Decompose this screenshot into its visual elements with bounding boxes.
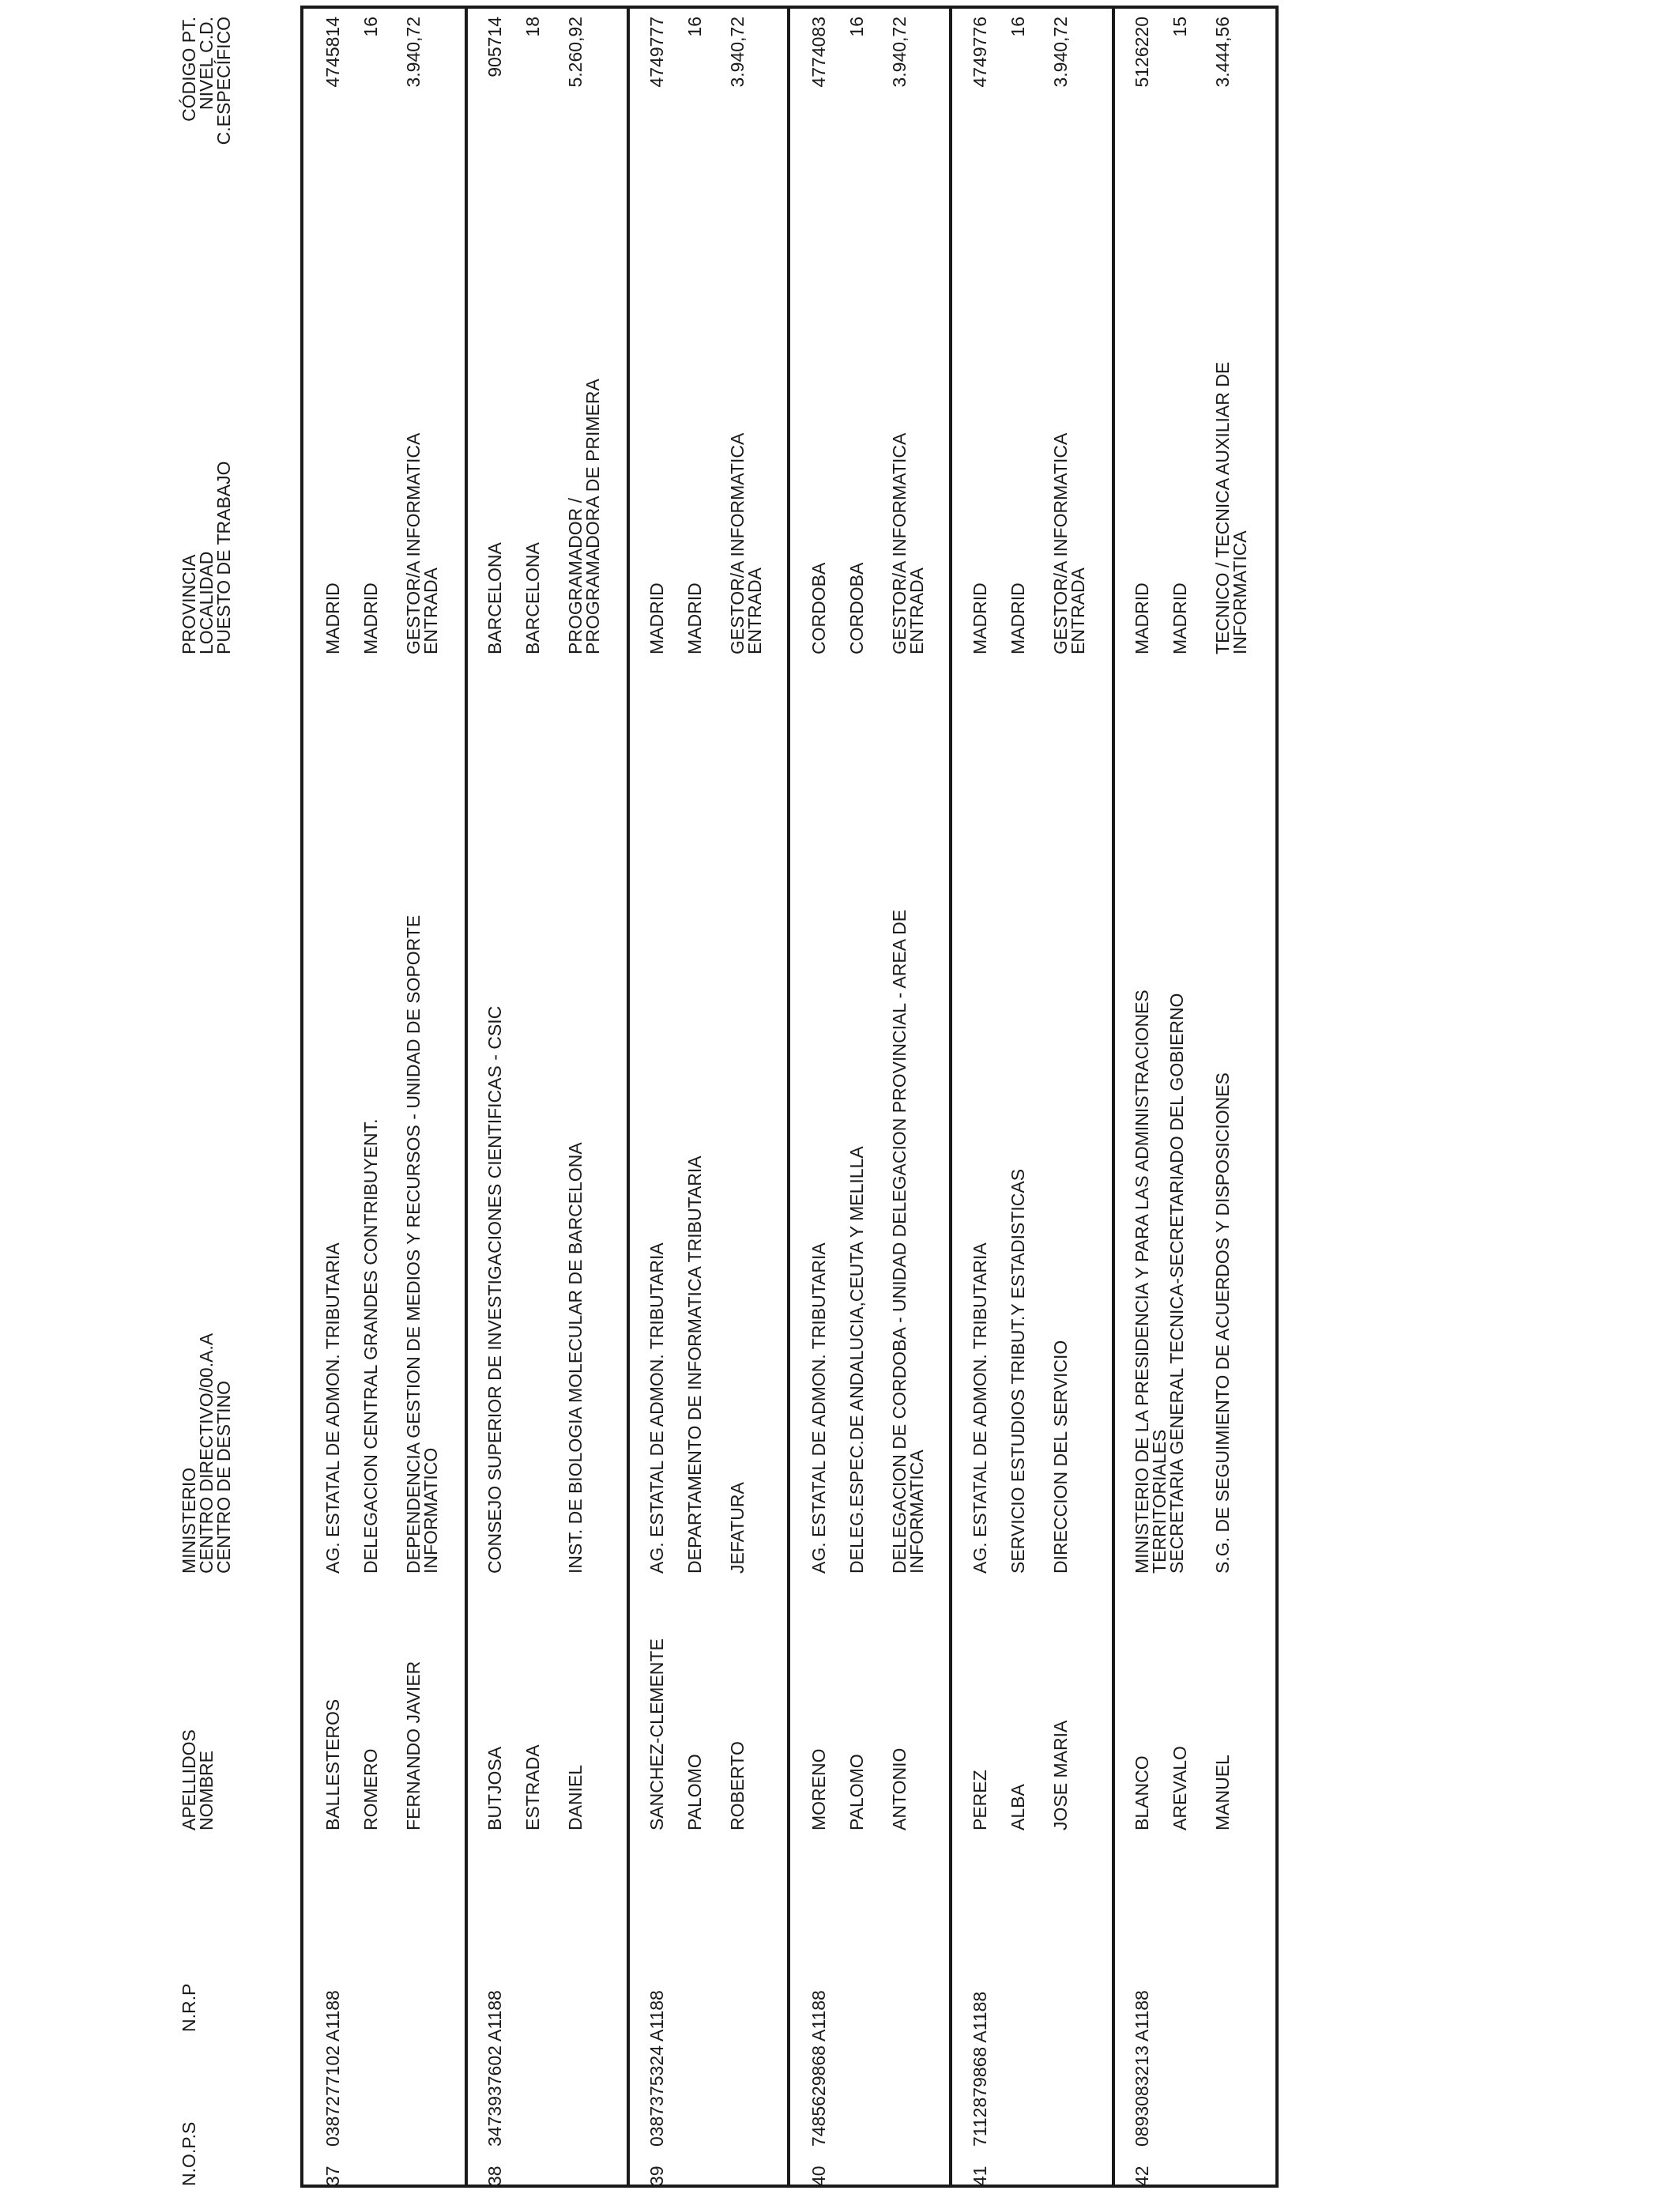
header-provincia-line3: PUESTO DE TRABAJO bbox=[213, 461, 234, 654]
centro-directivo-cell: DELEGACION CENTRAL GRANDES CONTRIBUYENT. bbox=[360, 1118, 381, 1574]
nombre-cell: MANUEL bbox=[1212, 1755, 1233, 1830]
header-nrp-label: N.R.P bbox=[179, 1983, 199, 2032]
puesto-line2: ENTRADA bbox=[906, 567, 927, 654]
header-codigo bbox=[180, 17, 232, 167]
ministerio-cell: AG. ESTATAL DE ADMON. TRIBUTARIA bbox=[646, 1242, 667, 1574]
nops-cell: 38 bbox=[484, 2166, 505, 2186]
header-apellidos-line2: NOMBRE bbox=[196, 1751, 217, 1830]
apellido1-cell: BALLESTEROS bbox=[322, 1698, 343, 1830]
nivel-cell: 15 bbox=[1170, 17, 1190, 37]
centro-directivo-cell: SECRETARIA GENERAL TECNICA-SECRETARIADO DEL GOBIERNO bbox=[1166, 993, 1187, 1574]
ministerio-cell: AG. ESTATAL DE ADMON. TRIBUTARIA bbox=[808, 1242, 829, 1574]
codigo-cell: 4749776 bbox=[970, 17, 990, 88]
apellido1-cell: MORENO bbox=[808, 1748, 829, 1830]
apellido1-cell: BLANCO bbox=[1132, 1755, 1152, 1830]
header-nrp bbox=[180, 1984, 198, 2032]
nops-cell: 41 bbox=[970, 2166, 990, 2186]
puesto-line2: ENTRADA bbox=[744, 567, 765, 654]
provincia-cell: MADRID bbox=[970, 582, 990, 654]
row-divider bbox=[949, 6, 952, 2188]
apellido2-cell: ESTRADA bbox=[522, 1744, 543, 1830]
apellido1-cell: BUTJOSA bbox=[484, 1746, 505, 1830]
especifico-cell: 3.940,72 bbox=[889, 17, 910, 88]
nops-cell: 40 bbox=[808, 2166, 829, 2186]
centro-destino-line1: S.G. DE SEGUIMIENTO DE ACUERDOS Y DISPOSICIONES bbox=[1212, 1072, 1233, 1574]
ministerio-line1: MINISTERIO DE LA PRESIDENCIA Y PARA LAS ADMINISTRACIONES bbox=[1132, 990, 1152, 1574]
puesto-line1: TECNICO / TECNICA AUXILIAR DE bbox=[1212, 361, 1233, 654]
header-codigo-line3: C.ESPECÍFICO bbox=[213, 17, 234, 145]
header-codigo-line2: NIVEL C.D. bbox=[196, 17, 217, 111]
provincia-cell: BARCELONA bbox=[484, 542, 505, 654]
centro-directivo-cell: DEPARTAMENTO DE INFORMATICA TRIBUTARIA bbox=[684, 1155, 705, 1574]
nops-cell: 39 bbox=[646, 2166, 667, 2186]
header-provincia bbox=[180, 461, 232, 654]
row-divider bbox=[465, 6, 468, 2188]
provincia-cell: MADRID bbox=[646, 582, 667, 654]
apellido2-cell: AREVALO bbox=[1170, 1746, 1190, 1830]
nrp-cell: 7485629868 A1188 bbox=[808, 1990, 829, 2147]
ministerio-cell: AG. ESTATAL DE ADMON. TRIBUTARIA bbox=[322, 1242, 343, 1574]
nrp-cell: 7112879868 A1188 bbox=[970, 1991, 990, 2147]
centro-directivo-cell: SERVICIO ESTUDIOS TRIBUT.Y ESTADISTICAS bbox=[1008, 1168, 1028, 1574]
nivel-cell: 16 bbox=[846, 17, 867, 37]
codigo-cell: 4745814 bbox=[322, 17, 343, 88]
nivel-cell: 18 bbox=[522, 17, 543, 37]
header-apellidos bbox=[180, 1729, 215, 1830]
header-ministerio-line2: CENTRO DIRECTIVO/00.A.A bbox=[196, 1333, 217, 1574]
localidad-cell: MADRID bbox=[1008, 582, 1028, 654]
especifico-cell: 3.444,56 bbox=[1212, 17, 1233, 88]
especifico-cell: 3.940,72 bbox=[727, 17, 748, 88]
especifico-cell: 3.940,72 bbox=[1050, 17, 1071, 88]
nrp-cell: 0893083213 A1188 bbox=[1132, 1990, 1152, 2147]
apellido2-cell: PALOMO bbox=[684, 1754, 705, 1830]
header-ministerio-line1: MINISTERIO bbox=[179, 1467, 199, 1574]
especifico-cell: 5.260,92 bbox=[565, 17, 586, 88]
header-codigo-line1: CÓDIGO PT. bbox=[179, 17, 199, 122]
row-divider bbox=[787, 6, 790, 2188]
codigo-cell: 905714 bbox=[484, 17, 505, 77]
puesto-line2: ENTRADA bbox=[1068, 567, 1088, 654]
puesto-line1: GESTOR/A INFORMATICA bbox=[727, 432, 748, 654]
nivel-cell: 16 bbox=[684, 17, 705, 37]
nrp-cell: 3473937602 A1188 bbox=[484, 1990, 505, 2147]
nombre-cell: ANTONIO bbox=[889, 1747, 910, 1830]
header-ministerio bbox=[180, 1333, 232, 1574]
centro-directivo-cell: DELEG.ESPEC.DE ANDALUCIA,CEUTA Y MELILLA bbox=[846, 1146, 867, 1574]
header-nops bbox=[180, 2122, 198, 2186]
localidad-cell: BARCELONA bbox=[522, 542, 543, 654]
centro-destino-line1: DIRECCION DEL SERVICIO bbox=[1050, 1340, 1071, 1574]
centro-destino-line2: INFORMATICA bbox=[906, 1449, 927, 1574]
apellido2-cell: PALOMO bbox=[846, 1754, 867, 1830]
codigo-cell: 4749777 bbox=[646, 17, 667, 88]
localidad-cell: MADRID bbox=[1170, 582, 1190, 654]
nombre-cell: JOSE MARIA bbox=[1050, 1720, 1071, 1830]
codigo-cell: 4774083 bbox=[808, 17, 829, 88]
header-ministerio-line3: CENTRO DE DESTINO bbox=[213, 1380, 234, 1574]
puesto-line2: INFORMATICA bbox=[1230, 530, 1250, 654]
provincia-cell: MADRID bbox=[322, 582, 343, 654]
apellido1-cell: PEREZ bbox=[970, 1770, 990, 1830]
header-provincia-line2: LOCALIDAD bbox=[196, 551, 217, 654]
ministerio-cell: CONSEJO SUPERIOR DE INVESTIGACIONES CIENTIFICAS - CSIC bbox=[484, 1005, 505, 1574]
nops-cell: 37 bbox=[322, 2166, 343, 2186]
row-divider bbox=[1112, 6, 1115, 2188]
puesto-line2: ENTRADA bbox=[420, 567, 441, 654]
nombre-cell: ROBERTO bbox=[727, 1741, 748, 1830]
centro-destino-line1: INST. DE BIOLOGIA MOLECULAR DE BARCELONA bbox=[565, 1142, 586, 1574]
localidad-cell: MADRID bbox=[684, 582, 705, 654]
apellido2-cell: ROMERO bbox=[360, 1748, 381, 1830]
centro-destino-line1: DELEGACION DE CORDOBA - UNIDAD DELEGACION PROVINCIAL - AREA DE bbox=[889, 909, 910, 1574]
nrp-cell: 0387375324 A1188 bbox=[646, 1990, 667, 2147]
codigo-cell: 5126220 bbox=[1132, 17, 1152, 88]
header-apellidos-line1: APELLIDOS bbox=[179, 1729, 199, 1830]
puesto-line2: PROGRAMADORA DE PRIMERA bbox=[582, 379, 603, 654]
nivel-cell: 16 bbox=[360, 17, 381, 37]
nrp-cell: 0387277102 A1188 bbox=[322, 1990, 343, 2147]
header-nops-label: N.O.P.S bbox=[179, 2121, 199, 2186]
provincia-cell: MADRID bbox=[1132, 582, 1152, 654]
localidad-cell: CORDOBA bbox=[846, 562, 867, 654]
especifico-cell: 3.940,72 bbox=[403, 17, 424, 88]
puesto-line1: GESTOR/A INFORMATICA bbox=[1050, 432, 1071, 654]
header-provincia-line1: PROVINCIA bbox=[179, 554, 199, 654]
nombre-cell: FERNANDO JAVIER bbox=[403, 1661, 424, 1830]
apellido1-cell: SANCHEZ-CLEMENTE bbox=[646, 1638, 667, 1830]
puesto-line1: GESTOR/A INFORMATICA bbox=[889, 432, 910, 654]
nivel-cell: 16 bbox=[1008, 17, 1028, 37]
puesto-line1: GESTOR/A INFORMATICA bbox=[403, 432, 424, 654]
row-divider bbox=[627, 6, 630, 2188]
provincia-cell: CORDOBA bbox=[808, 562, 829, 654]
nombre-cell: DANIEL bbox=[565, 1764, 586, 1830]
ministerio-line2: TERRITORIALES bbox=[1149, 1429, 1170, 1574]
apellido2-cell: ALBA bbox=[1008, 1784, 1028, 1830]
localidad-cell: MADRID bbox=[360, 582, 381, 654]
centro-destino-line1: DEPENDENCIA GESTION DE MEDIOS Y RECURSOS - UNIDAD DE SOPORTE bbox=[403, 914, 424, 1574]
centro-destino-line1: JEFATURA bbox=[727, 1482, 748, 1574]
ministerio-cell: AG. ESTATAL DE ADMON. TRIBUTARIA bbox=[970, 1242, 990, 1574]
nops-cell: 42 bbox=[1132, 2166, 1152, 2186]
centro-destino-line2: INFORMATICO bbox=[420, 1447, 441, 1574]
puesto-line1: PROGRAMADOR / bbox=[565, 497, 586, 654]
